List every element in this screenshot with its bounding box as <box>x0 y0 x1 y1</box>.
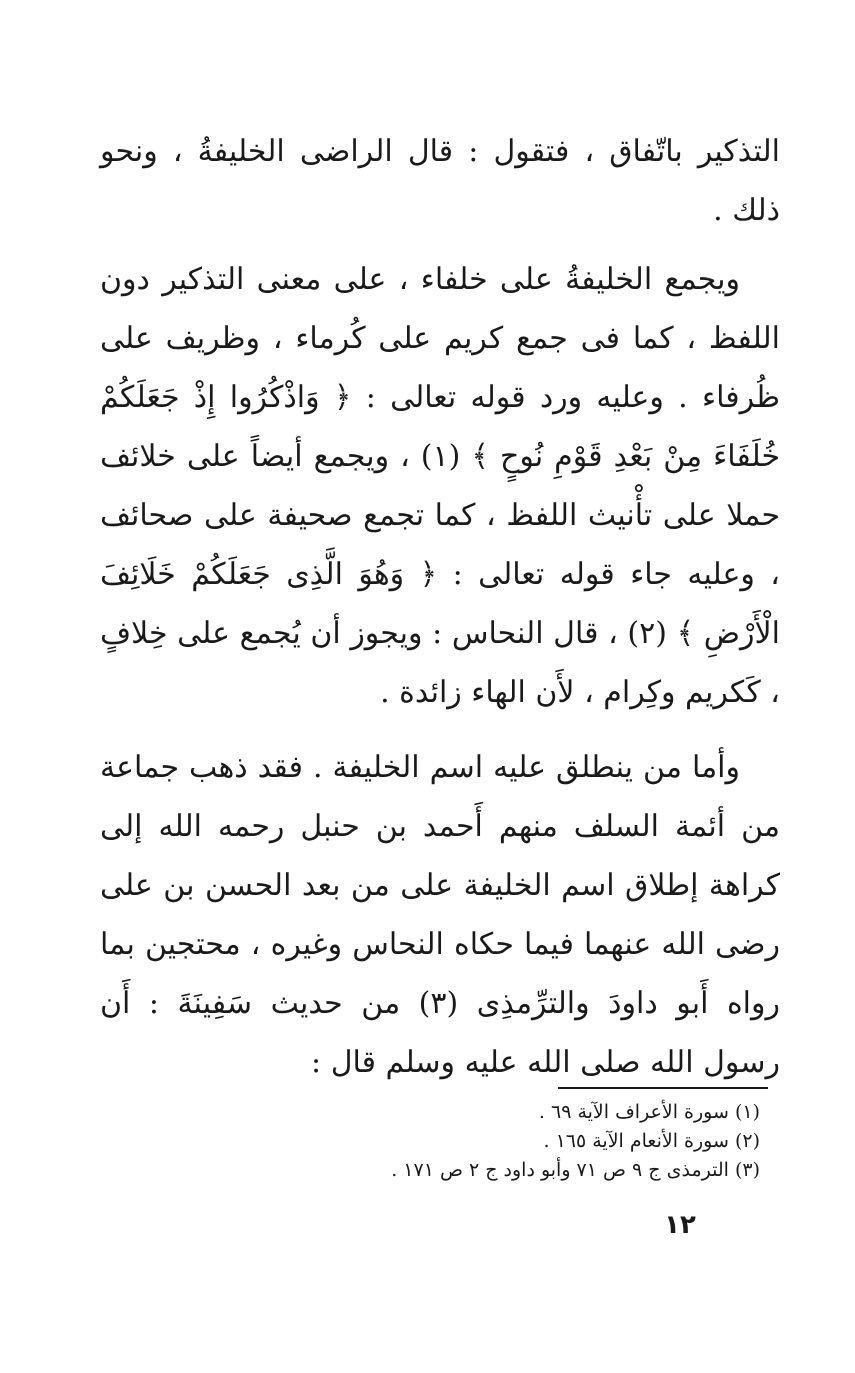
paragraph-continuation <box>100 122 780 240</box>
footnote-3: (٣) الترمذى ج ٩ ص ٧١ وأبو داود ج ٢ ص ١٧١ . <box>391 1159 760 1181</box>
paragraph-text: التذكير باتّفاق ، فتقول : قال الراضى الخليفةُ ، ونحو ذلك . <box>100 134 780 228</box>
footnote-1: (١) سورة الأعراف الآية ٦٩ . <box>538 1101 760 1123</box>
paragraph-text: ويجمع الخليفةُ على خلفاء ، على معنى التذكير دون اللفظ ، كما فى جمع كريم على كُرماء ، وظريف على ظُرفاء . وعليه ورد قوله تعالى : ﴿ وَاذْكُرُوا إِذْ جَعَلَكُمْ خُلَفَاءَ مِنْ بَعْدِ قَوْمِ نُوحٍ ﴾ (١) ، ويجمع أيضاً على خلائف حملا على تأْنيث اللفظ ، كما تجمع صحيفة على صحائف ، وعليه جاء قوله تعالى : ﴿ وَهُوَ الَّذِى جَعَلَكُمْ خَلَائِفَ الْأَرْضِ ﴾ (٢) ، قال النحاس : ويجوز أن يُجمع على خِلافٍ ، كَكريم وكِرام ، لأَن الهاء زائدة . <box>100 262 781 710</box>
footnotes <box>300 1098 760 1185</box>
footnote-2: (٢) سورة الأنعام الآية ١٦٥ . <box>543 1130 760 1152</box>
page-number: ١٢ <box>664 1210 696 1240</box>
footnote-divider <box>558 1087 768 1089</box>
paragraph-title-usage <box>100 738 780 1092</box>
paragraph-text: وأما من ينطلق عليه اسم الخليفة . فقد ذهب جماعة من أئمة السلف منهم أَحمد بن حنبل رحمه الله إلى كراهة إطلاق اسم الخليفة على من بعد الحسن بن على رضى الله عنهما فيما حكاه النحاس وغيره ، محتجين بما رواه أَبو داودَ والترِّمذِى (٣) من حديث سَفِينَةَ : أَن رسول الله صلى الله عليه وسلم قال : <box>100 750 780 1080</box>
paragraph-plurals <box>100 250 780 722</box>
